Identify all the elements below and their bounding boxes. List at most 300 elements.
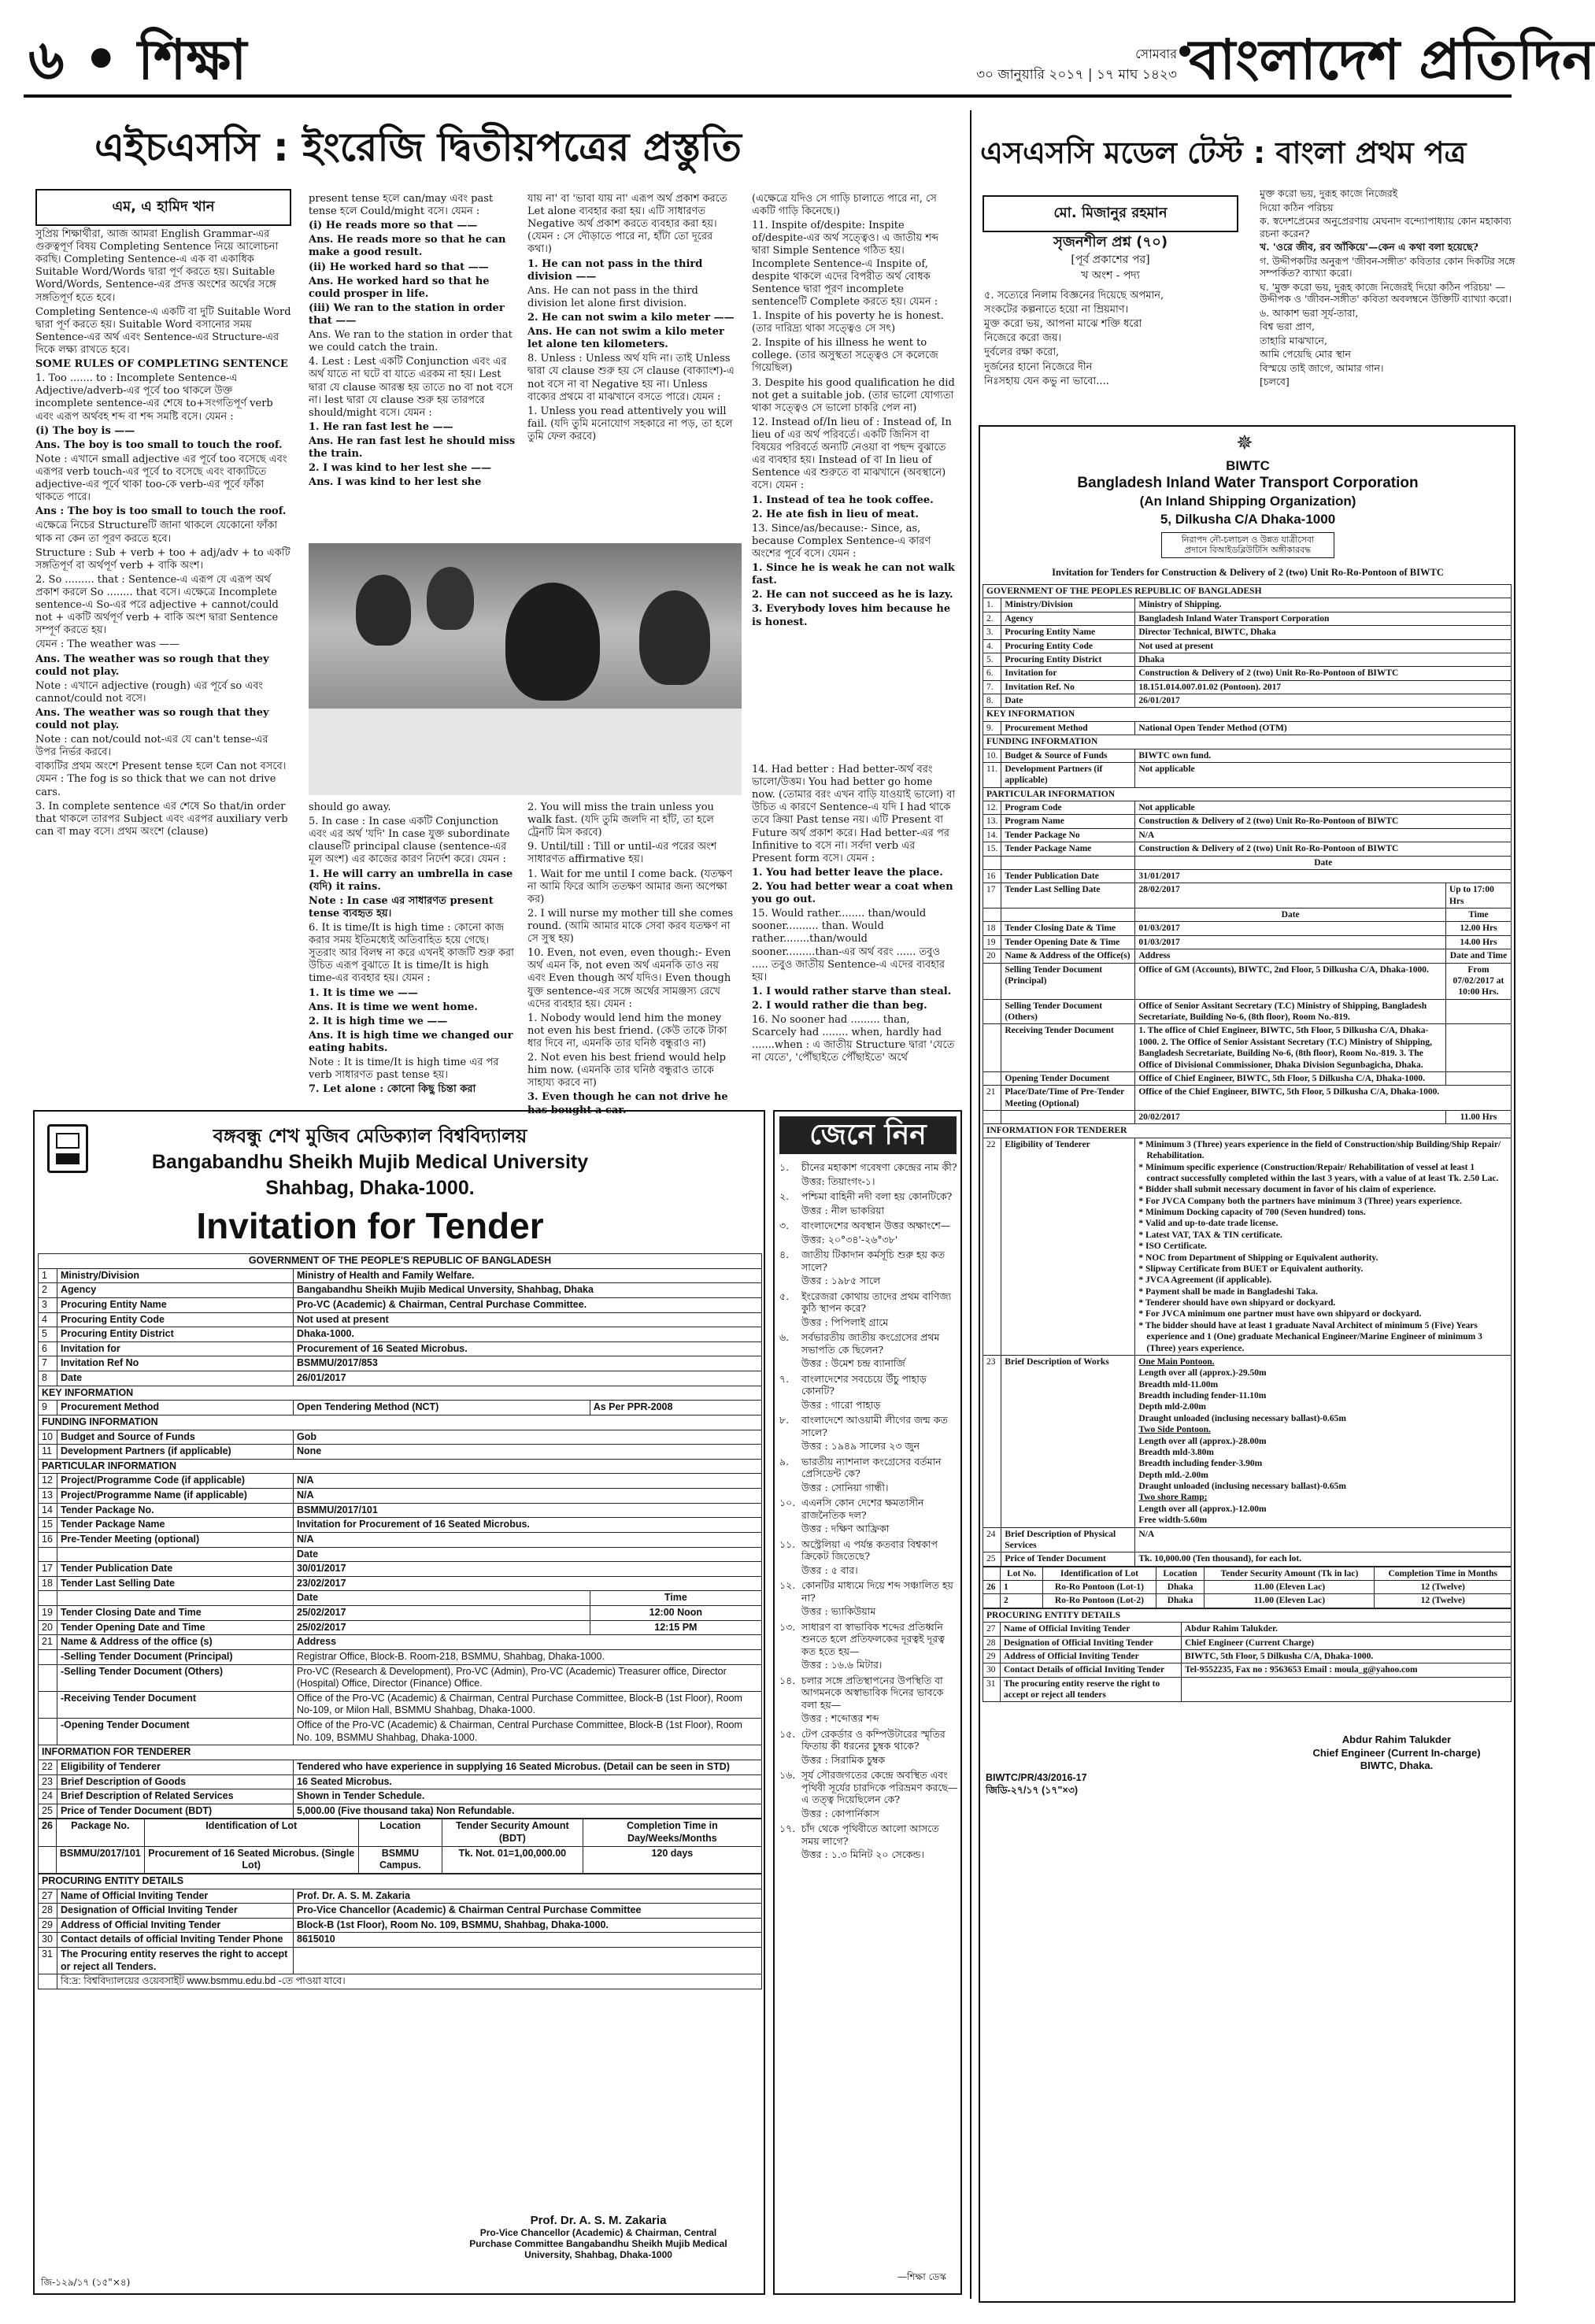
table-cell: 20 [983, 949, 1001, 963]
paragraph: 2. He can not swim a kilo meter —— [527, 311, 735, 324]
quiz-body [801, 1675, 959, 1726]
table-row [39, 1606, 762, 1621]
table-cell: 20 [39, 1620, 57, 1635]
table-row [983, 1636, 1512, 1649]
paragraph: (i) He reads more so that —— [309, 220, 478, 232]
quiz-number: ১৬. [779, 1769, 796, 1781]
table-cell: Tender Security Amount (Tk in lac) [1205, 1567, 1375, 1580]
paragraph: 1. He ran fast lest he —— [309, 420, 453, 433]
list-item: Two Side Pontoon. [1138, 1425, 1211, 1435]
quiz-body [801, 1249, 959, 1289]
table-row [983, 1567, 1512, 1580]
table-cell: Registrar Office, Block-B. Room-218, BSMMU, Shahbag, Dhaka-1000. [294, 1649, 762, 1664]
table-cell: Brief Description of Physical Services [1001, 1527, 1135, 1552]
table-cell [39, 1547, 57, 1562]
table-cell: Address [1135, 949, 1446, 963]
section-heading: PROCURING ENTITY DETAILS [39, 1874, 762, 1889]
list-item: Free width-5.60m [1138, 1515, 1208, 1526]
table-row [983, 1649, 1512, 1663]
table-cell: 12. [983, 801, 1001, 815]
table-cell: Bangabandhu Sheikh Mujib Medical Unversity, Shahbag, Dhaka [294, 1283, 762, 1298]
paragraph: should go away. [309, 801, 391, 813]
quiz-item [779, 1331, 959, 1371]
quiz-answer: উত্তর : ১৯৪৯ সালের ২৩ জুন [801, 1440, 920, 1452]
bsmmu-logo-icon [47, 1124, 88, 1173]
paragraph: 2. I would rather die than beg. [752, 999, 927, 1012]
ssc-author: মো. মিজানুর রহমান [983, 195, 1238, 232]
table-cell: Tender Opening Date & Time [1001, 935, 1135, 949]
quiz-item [779, 1249, 959, 1289]
table-cell: Tender Opening Date and Time [57, 1620, 294, 1635]
table-cell: Identification of Lot [144, 1819, 358, 1846]
table-cell: Procuring Entity Name [1001, 626, 1135, 639]
table-cell: Name & Address of the office (s) [57, 1635, 294, 1650]
paragraph: 3. Even though he can not drive he has bought a car. [527, 1091, 728, 1116]
table-cell: 9 [39, 1401, 57, 1415]
table-cell [983, 1024, 1001, 1072]
quiz-question: সর্বভারতীয় জাতীয় কংগ্রেসের প্রথম সভাপতি কে ছিলেন? [801, 1331, 940, 1356]
list-item: Length over all (approx.)-29.50m [1138, 1368, 1267, 1378]
table-cell: Procuring Entity Code [1001, 639, 1135, 653]
section-heading: FUNDING INFORMATION [983, 735, 1512, 749]
quiz-item [779, 1823, 959, 1863]
table-cell [983, 1567, 1001, 1580]
paragraph: যায় না' বা 'ভাবা যায় না' এরূপ অর্থ প্রকাশ করতে Let alone ব্যবহার করা হয়। এটি সাধারণত Negative অর্থ প্রকাশ করতে ব্যবহার করা হয়। (যেমন : সে দৌড়াতে পারে না, হাঁটা তো দূরের কথা।) [527, 193, 727, 256]
table-row [983, 708, 1512, 721]
bullet-icon: * [1138, 1309, 1145, 1319]
table-cell: Brief Description of Works [1001, 1355, 1135, 1527]
table-row [39, 1948, 762, 1974]
table-row [983, 1608, 1512, 1622]
table-row [39, 1356, 762, 1371]
table-row [983, 749, 1512, 762]
paragraph: Note : এখানে adjective (rough) এর পূর্বে so এবং cannot/could not বসে। [35, 679, 264, 705]
table-cell: Tender Closing Date and Time [57, 1606, 294, 1621]
list-item-text: Bidder shall submit necessary document in favor of his claim of experience. [1145, 1185, 1436, 1195]
list-item-text: Latest VAT, TAX & TIN certificate. [1145, 1230, 1282, 1240]
signature-line: Purchase Committee Bangabandhu Sheikh Mujib Medical [469, 2238, 727, 2249]
section-heading: KEY INFORMATION [983, 708, 1512, 721]
quiz-question: টেপ রেকর্ডার ও কম্পিউটারের স্মৃতির ফিতায় কী ধরনের চুম্বক থাকে? [801, 1727, 946, 1752]
table-cell: 26 [39, 1819, 57, 1846]
table-cell: 12.00 Hrs [1445, 922, 1511, 935]
quiz-body [801, 1823, 959, 1863]
paragraph: বিশ্ব ভরা প্রাণ, [1260, 320, 1315, 332]
paragraph: দিয়ো কঠিন পরিচয় [1260, 201, 1334, 213]
table-cell: 23 [983, 1355, 1001, 1527]
table-cell [983, 909, 1001, 922]
paragraph: (এক্ষেত্রে যদিও সে গাড়ি চালাতে পারে না, সে একটি গাড়ি কিনেছে।) [752, 193, 937, 218]
paragraph: 2. Not even his best friend would help him now. (এমনকি তার ঘনিষ্ঠ বন্ধুরাও তাকে সাহায্য করবে না) [527, 1052, 726, 1090]
table-row [983, 1663, 1512, 1677]
table-cell: Director Technical, BIWTC, Dhaka [1135, 626, 1512, 639]
table-cell: Open Tendering Method (NCT) [294, 1401, 590, 1415]
paragraph: নিঃসহায় যেন কভু না ভাবো.... [984, 375, 1109, 387]
table-cell [1445, 999, 1511, 1024]
table-cell: Tender Publication Date [57, 1562, 294, 1577]
paragraph: এক্ষেত্রে নিচের Structureটি জানা থাকলে যেকোনো ফাঁকা থাক না কেন তা পূরণ করতে হবে। [35, 520, 278, 545]
table-row [39, 1312, 762, 1327]
table-cell: Ministry of Health and Family Welfare. [294, 1268, 762, 1283]
quiz-credit: —শিক্ষা ডেস্ক [897, 2271, 946, 2282]
quiz-body [801, 1497, 959, 1537]
bsmmu-address: Shahbag, Dhaka-1000. [265, 1177, 475, 1199]
quiz-question: কোনটির মাধ্যমে দিয়ে শব্দ সঞ্চালিত হয় না? [801, 1579, 953, 1604]
quiz-answer: উত্তর : কোপার্নিকাস [801, 1807, 879, 1819]
bsmmu-name: Bangabandhu Sheikh Mujib Medical University [151, 1151, 589, 1173]
table-cell: Ministry/Division [57, 1268, 294, 1283]
table-cell: 11.00 (Eleven Lac) [1205, 1594, 1375, 1608]
table-cell: 25 [983, 1552, 1001, 1566]
table-cell [983, 999, 1001, 1024]
table-cell: 30 [39, 1933, 57, 1948]
table-cell: 17 [983, 883, 1001, 909]
table-cell: Not used at present [294, 1312, 762, 1327]
table-cell: Project/Programme Code (if applicable) [57, 1474, 294, 1489]
list-item-text: Tenderer should have own shipyard or dockyard. [1145, 1298, 1336, 1308]
table-cell: From 07/02/2017 at 10:00 Hrs. [1445, 963, 1511, 999]
table-cell: Designation of Official Inviting Tender [1001, 1636, 1182, 1649]
table-cell: 2 [1001, 1594, 1043, 1608]
table-row [983, 801, 1512, 815]
ssc-section: খ অংশ - পদ্য [1081, 269, 1140, 282]
paragraph: Note : It is time/It is high time এর পর verb সাধারণত past tense হয়। [309, 1057, 499, 1082]
table-cell: Location [358, 1819, 442, 1846]
paragraph: ৬. আকাশ ভরা সূর্য-তারা, [1260, 306, 1359, 319]
table-cell: Completion Time in Day/Weeks/Months [583, 1819, 761, 1846]
quiz-answer: উত্তর: ২০°৩৪'-২৬°৩৮' [801, 1233, 898, 1245]
table-cell: 11. [983, 762, 1001, 787]
list-item [1138, 1253, 1508, 1264]
table-cell: Tender Security Amount (BDT) [442, 1819, 583, 1846]
table-cell: 5 [39, 1327, 57, 1342]
quiz-question: বাংলাদেশে আওয়ামী লীগের জন্ম কত সালে? [801, 1414, 948, 1438]
table-row [983, 639, 1512, 653]
table-cell: Place/Date/Time of Pre-Tender Meeting (Optional) [1001, 1086, 1135, 1111]
table-row [983, 680, 1512, 694]
quiz-answer: উত্তর : ৫ বার। [801, 1564, 858, 1576]
table-cell: Not applicable [1135, 762, 1512, 787]
table-row [39, 1874, 762, 1889]
table-cell: Construction & Delivery of 2 (two) Unit Ro-Ro-Pontoon of BIWTC [1135, 667, 1512, 680]
list-item-text: JVCA Agreement (if applicable). [1145, 1275, 1272, 1286]
table-cell: 6 [39, 1341, 57, 1356]
hsc-column-2 [309, 193, 517, 539]
paragraph: 1. Too ....... to : Incomplete Sentence-এ Adjective/adverb-এর পূর্বে too থাকলে উক্ত incomplete sentence-এর শেষে to+সংগতিপূর্ণ verb এবং এরূপ অর্থবহ শব্দ বা শব্দ সমষ্টি বসে। যেমন : [35, 372, 273, 423]
list-item [1138, 1207, 1508, 1218]
quiz-body [801, 1161, 957, 1189]
paragraph: মুক্ত করো ভয়, দুরূহ কাজে নিজেরই [1260, 187, 1398, 199]
paragraph: মুক্ত করো ভয়, আপনা মাঝে শক্তি ধরো [984, 318, 1142, 331]
table-row [983, 1071, 1512, 1085]
paragraph: SOME RULES OF COMPLETING SENTENCE [35, 358, 288, 371]
quiz-item [779, 1373, 959, 1413]
paragraph: 1. He can not pass in the third division —— [527, 257, 703, 283]
paragraph: 2. He ate fish in lieu of meat. [752, 508, 919, 520]
table-row [39, 1445, 762, 1460]
paragraph: 1. It is time we —— [309, 986, 418, 999]
table-cell: 31 [983, 1677, 1001, 1702]
table-row [39, 1327, 762, 1342]
table-cell: 13. [983, 815, 1001, 828]
table-cell: 01/03/2017 [1135, 922, 1446, 935]
list-item [1138, 1241, 1508, 1252]
table-cell: Dhaka-1000. [294, 1327, 762, 1342]
table-row [39, 1804, 762, 1819]
table-cell: Completion Time in Months [1375, 1567, 1512, 1580]
table-cell: BSMMU/2017/101 [56, 1846, 144, 1873]
list-item: Draught unloaded (inclusing necessary ballast)-0.65m [1138, 1482, 1346, 1491]
paragraph: 1. Wait for me until I come back. (যতক্ষণ না আমি ফিরে আসি ততক্ষণ আমার জন্য অপেক্ষা কর) [527, 868, 733, 905]
paragraph: 2. I was kind to her lest she —— [309, 462, 492, 475]
table-cell: Time [1445, 909, 1511, 922]
table-cell [983, 1594, 1001, 1608]
table-cell: -Selling Tender Document (Principal) [57, 1649, 294, 1664]
bullet-icon: * [1138, 1253, 1145, 1263]
list-item [1138, 1264, 1508, 1275]
section-heading: PARTICULAR INFORMATION [983, 787, 1512, 801]
paragraph: Ans. He worked hard so that he could prosper in life. [309, 275, 490, 300]
table-cell: Ro-Ro Pontoon (Lot-1) [1043, 1581, 1156, 1594]
table-row [39, 1371, 762, 1386]
table-cell: 19 [39, 1606, 57, 1621]
hsc-column-2b [309, 801, 517, 1105]
quiz-question: জাতীয় টিকাদান কর্মসূচি শুরু হয় কত সালে? [801, 1249, 946, 1273]
list-item: Length over all (approx.)-12.00m [1138, 1504, 1267, 1514]
table-row [983, 869, 1512, 883]
table-row [983, 1594, 1512, 1608]
table-row [39, 1974, 762, 1989]
table-cell: Tender Last Selling Date [57, 1576, 294, 1591]
list-item-text: Minimum specific experience (Construction/Repair/ Rehabilitation of vessel at least 1 contract successfully completed within the last 3 years, with a value of at least Tk. 2.50 Lac. [1145, 1162, 1499, 1183]
ssc-poem-1 [984, 290, 1244, 408]
page-section-label: ৬ • শিক্ষা [28, 28, 247, 92]
list-item-text: Valid and up-to-date trade license. [1145, 1219, 1279, 1229]
table-cell: 28/02/2017 [1135, 883, 1446, 909]
biwtc-table [983, 584, 1512, 1797]
ssc-questions [1260, 187, 1515, 412]
table-cell: -Selling Tender Document (Others) [57, 1664, 294, 1691]
table-cell: Invitation for Procurement of 16 Seated Microbus. [294, 1518, 762, 1533]
table-cell: Date [294, 1547, 762, 1562]
paragraph: গ. উদ্দীপকটির অনুরূপ 'জীবন-সঙ্গীত' কবিতার কোন দিকটির সঙ্গে সম্পর্কিত? ব্যাখ্যা করো। [1260, 254, 1515, 279]
quiz-item [779, 1538, 959, 1578]
quiz-item [779, 1497, 959, 1537]
table-cell: 14.00 Hrs [1445, 935, 1511, 949]
quiz-answer: উত্তর : পিপিলাই গ্রামে [801, 1316, 889, 1328]
table-cell: Address of Official Inviting Tender [57, 1918, 294, 1933]
quiz-number: ৬. [779, 1331, 790, 1343]
list-item: Depth mld-2.00m [1138, 1402, 1206, 1412]
list-item-text: Minimum 3 (Three) years experience in the field of Construction/ship Building/Ship Repair/ Rehabilitation. [1145, 1139, 1501, 1161]
table-cell: Dhaka [1156, 1594, 1205, 1608]
section-heading: INFORMATION FOR TENDERER [39, 1745, 762, 1760]
table-cell: 12 [39, 1474, 57, 1489]
list-item [1138, 1139, 1508, 1162]
table-cell: 12:00 Noon [590, 1606, 761, 1621]
table-cell [294, 1948, 762, 1974]
table-row [983, 963, 1512, 999]
quiz-body [801, 1728, 959, 1768]
section-heading: KEY INFORMATION [39, 1386, 762, 1401]
table-row [39, 1459, 762, 1474]
table-row [39, 1503, 762, 1518]
table-cell: BSMMU Campus. [358, 1846, 442, 1873]
table-cell: Selling Tender Document (Principal) [1001, 963, 1135, 999]
bullet-icon: * [1138, 1208, 1145, 1217]
quiz-body [801, 1538, 959, 1578]
paragraph: 16. No sooner had ......... than, Scarcely had ........ when, hardly had .......when : এ জাতীয় Structure দ্বারা 'যেতে না যেতে', 'পৌঁছাইতে পৌঁছাইতে' অর্থে [752, 1014, 955, 1064]
table-cell [39, 1974, 57, 1989]
table-cell: Invitation for [57, 1341, 294, 1356]
table-heading: GOVERNMENT OF THE PEOPLE'S REPUBLIC OF BANGLADESH [39, 1254, 762, 1269]
table-cell: 16 [39, 1532, 57, 1547]
table-cell: Designation of Official Inviting Tender [57, 1904, 294, 1919]
paragraph: 2. He can not succeed as he is lazy. [752, 589, 953, 601]
table-cell: 26 [983, 1581, 1001, 1594]
paragraph: Ans. The weather was so rough that they could not play. [35, 653, 269, 678]
paragraph: 2. I will nurse my mother till she comes round. (আমি আমার মাকে সেবা করব যতক্ষণ না সে সুস্থ হয়) [527, 907, 734, 946]
table-cell: 29 [39, 1918, 57, 1933]
table-cell [39, 1649, 57, 1664]
table-cell: 4. [983, 639, 1001, 653]
quiz-body [801, 1290, 959, 1330]
table-cell: 9. [983, 721, 1001, 735]
quiz-question: সূর্য সৌরজগতের কেন্দ্রে অবস্থিত এবং পৃথিবী সূর্যের চারদিকে পরিভ্রমণ করছে—এ তত্ত্ব দিয়েছিলেন কে? [801, 1769, 958, 1805]
hsc-article-title: এইচএসসি : ইংরেজি দ্বিতীয়পত্রের প্রস্তুতি [94, 124, 742, 170]
table-row [39, 1889, 762, 1904]
table-cell: 11.00 (Eleven Lac) [1205, 1581, 1375, 1594]
paragraph: 2. It is high time we —— [309, 1015, 448, 1027]
table-row [39, 1401, 762, 1415]
quiz-answer: উত্তর: তিয়াংগং-১। [801, 1175, 875, 1187]
paragraph: Ans. It is time we went home. [309, 1001, 478, 1013]
table-row [983, 735, 1512, 749]
table-cell: 25 [39, 1804, 57, 1819]
table-cell: Agency [1001, 612, 1135, 625]
paragraph: 14. Had better : Had better-অর্থ বরং ভালো/উত্তম। You had better go home now. (তোমার বরং এখন বাড়ি যাওয়াই ভালো) বা উচিত এ কারণে Sentence-এ যদি I had থাকে তবে ক্রিয়া Past tense নয়। এটি Present বা Future অর্থ প্রকাশ করে। Had better-এর পর Infinitive to বসে না। সর্বদা verb এর Present form বসে। যেমন : [752, 764, 956, 864]
list-item-text: The bidder should have at least 1 graduate Naval Architect of minimum 5 (Five) Years experience and 1 (One) graduate Mechanical Engineer/Marine Engineer of minimum 3 (Three) years experience. [1145, 1320, 1482, 1353]
table-cell: Up to 17:00 Hrs [1445, 883, 1511, 909]
quiz-question: অস্ট্রেলিয়া এ পর্যন্ত কতবার বিশ্বকাপ ক্রিকেট জিতেছে? [801, 1538, 938, 1562]
section-heading: PROCURING ENTITY DETAILS [983, 1608, 1512, 1622]
table-cell: 24 [39, 1789, 57, 1804]
table-row [39, 1774, 762, 1789]
table-row [39, 1562, 762, 1577]
paragraph: তাহারি মাঝখানে, [1260, 334, 1327, 346]
table-cell: 21 [983, 1086, 1001, 1111]
paragraph: 1. You had better leave the place. [752, 866, 943, 879]
table-cell: 19 [983, 935, 1001, 949]
paragraph: Ans. It is high time we changed our eating habits. [309, 1029, 513, 1054]
quiz-number: ১৩. [779, 1620, 796, 1633]
table-cell: 18 [983, 922, 1001, 935]
list-item: Draught unloaded (inclusing necessary ballast)-0.65m [1138, 1413, 1346, 1423]
table-row [983, 626, 1512, 639]
table-cell: 12 (Twelve) [1375, 1581, 1512, 1594]
table-row [983, 1527, 1512, 1552]
table-cell [983, 963, 1001, 999]
paragraph: [চলবে] [1260, 376, 1290, 387]
table-row [983, 856, 1512, 869]
paragraph: Ans : The boy is too small to touch the roof. [35, 505, 287, 518]
table-row [39, 1532, 762, 1547]
table-row [39, 1620, 762, 1635]
quiz-item [779, 1219, 959, 1247]
table-cell: 31 [39, 1948, 57, 1974]
table-cell: 29 [983, 1649, 1001, 1663]
paragraph: present tense হলে can/may এবং past tense হলে Could/might বসে। যেমন : [309, 193, 494, 218]
table-row [39, 1789, 762, 1804]
bullet-icon: * [1138, 1196, 1145, 1206]
list-item: Two shore Ramp; [1138, 1493, 1208, 1503]
signature-line: Prof. Dr. A. S. M. Zakaria [530, 2214, 667, 2227]
bullet-icon: * [1138, 1219, 1145, 1229]
paragraph: 1. Since he is weak he can not walk fast. [752, 562, 955, 587]
paragraph: 10. Even, not even, even though:- Even অর্থ এমন কি, not even অর্থ এমনকি তাও নয় এবং Even though অর্থ যদিও। Even though যুক্ত sentence-এর সঙ্গে অর্থের সামঞ্জস্য রেখে এদের ব্যবহার হয়। যেমন : [527, 947, 731, 1010]
bullet-icon: * [1138, 1162, 1145, 1172]
table-cell: Procurement of 16 Seated Microbus. [294, 1341, 762, 1356]
table-cell: As Per PPR-2008 [590, 1401, 761, 1415]
table-row [983, 1355, 1512, 1527]
table-row [39, 1691, 762, 1718]
table-cell: Name & Address of the Office(s) [1001, 949, 1135, 963]
paragraph: নিজেরে করো জয়। [984, 332, 1062, 345]
quiz-item [779, 1414, 959, 1454]
table-cell: 8. [983, 694, 1001, 708]
list-item [1138, 1275, 1508, 1286]
table-cell: 7 [39, 1356, 57, 1371]
paragraph: সুপ্রিয় শিক্ষার্থীরা, আজ আমরা English Grammar-এর গুরুত্বপূর্ণ বিষয় Completing Sentence নিয়ে আলোচনা করছি। Completing Sentence-এ এক বা একাধিক Suitable Word/Words দ্বারা পূর্ণ করতে হয়। Suitable Word/Words, Sentence-এর প্রদত্ত অংশের অর্থের সঙ্গে সঙ্গতিপূর্ণ হতে হবে। [35, 228, 279, 304]
table-row [983, 842, 1512, 856]
quiz-number: ১৪. [779, 1674, 796, 1686]
table-cell: Date and Time [1445, 949, 1511, 963]
quiz-item [779, 1161, 959, 1189]
table-row [983, 909, 1512, 922]
paragraph: 1. He will carry an umbrella in case (যদি) it rains. [309, 868, 513, 893]
table-row [39, 1430, 762, 1445]
table-cell: বি:দ্র: বিশ্ববিদ্যালয়ের ওয়েবসাইট www.bsmmu.edu.bd -তে পাওয়া যাবে। [57, 1974, 762, 1989]
hsc-column-3b [527, 801, 738, 1116]
bullet-icon: * [1138, 1185, 1145, 1195]
table-cell: -Opening Tender Document [57, 1719, 294, 1745]
bullet-icon: * [1138, 1242, 1145, 1252]
quiz-answer: উত্তর : গারো পাহাড় [801, 1398, 881, 1411]
table-cell: 30/01/2017 [294, 1562, 762, 1577]
table-cell: Invitation Ref. No [1001, 680, 1135, 694]
table-cell [1001, 856, 1135, 869]
table-cell: 120 days [583, 1846, 761, 1873]
table-cell: N/A [294, 1474, 762, 1489]
table-cell: Pro-VC (Research & Development), Pro-VC (Admin), Pro-VC (Academic) Treasurer office, Director (Hospital) Office, Director (Finance) Office. [294, 1664, 762, 1691]
quiz-item [779, 1456, 959, 1496]
table-cell: Address of Official Inviting Tender [1001, 1649, 1182, 1663]
table-cell: 1. [983, 598, 1001, 612]
quiz-body [801, 1621, 959, 1673]
table-cell: 30 [983, 1663, 1001, 1677]
table-cell: Name of Official Inviting Tender [57, 1889, 294, 1904]
header-rule [24, 94, 1512, 98]
quiz-number: ১০. [779, 1497, 796, 1508]
table-cell: 11 [39, 1445, 57, 1460]
table-row [983, 762, 1512, 787]
list-item [1138, 1184, 1508, 1195]
table-row [983, 612, 1512, 625]
table-row [983, 721, 1512, 735]
table-cell: 25/02/2017 [294, 1620, 590, 1635]
quiz-answer: উত্তর : সোনিয়া গান্ধী। [801, 1481, 889, 1493]
table-cell: 5. [983, 653, 1001, 666]
